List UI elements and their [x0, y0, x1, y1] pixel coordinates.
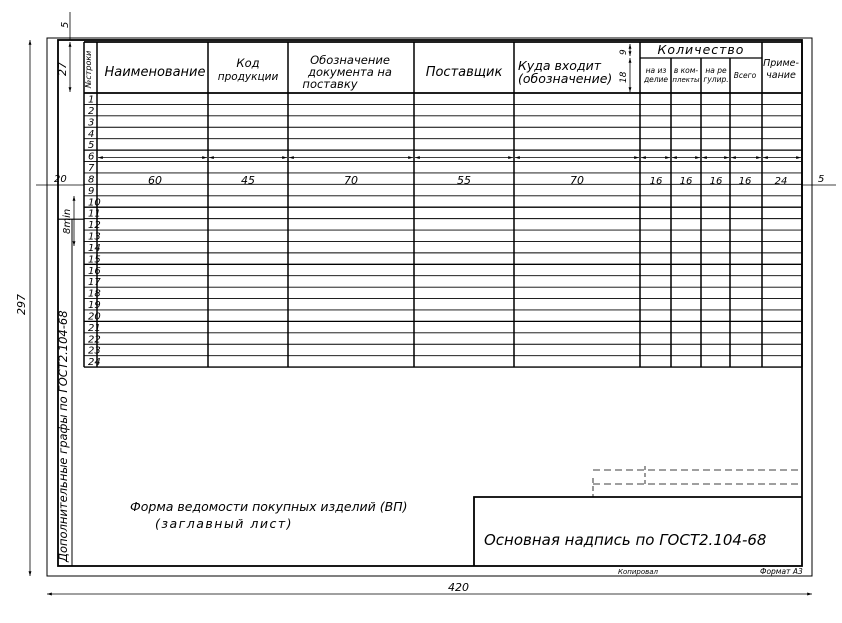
header-note-line1: Приме- [763, 58, 799, 69]
row-number: 16 [88, 265, 101, 277]
header-name: Наименование [104, 65, 206, 80]
header-note-line2: чание [766, 70, 796, 81]
drawing-frame [58, 40, 802, 566]
header-q3-line1: на ре [705, 66, 727, 75]
dim-col-doc: 70 [344, 174, 358, 187]
header-q4: Всего [733, 71, 757, 80]
header-height-dimension: 27 [56, 62, 69, 76]
title-block-label: Основная надпись по ГОСТ2.104-68 [484, 531, 767, 549]
header-code-line1: Код [236, 56, 260, 70]
header-document-line1: Обозначение [310, 53, 390, 67]
header-document-line2: документа на [308, 65, 392, 79]
row-pitch-dimension: 8min [62, 208, 73, 234]
header-q1-line1: на из [645, 66, 667, 75]
row-number: 14 [88, 242, 101, 254]
row-number: 3 [88, 117, 95, 129]
row-number: 19 [88, 300, 101, 312]
row-number: 12 [88, 220, 101, 232]
row-number: 7 [88, 163, 95, 175]
header-quantity: Количество [657, 42, 745, 57]
table-header [84, 42, 799, 91]
sub-header-9: 9 [619, 49, 629, 55]
dim-col-note: 24 [774, 176, 788, 187]
row-number: 18 [88, 288, 101, 300]
dashed-extension [593, 466, 802, 497]
row-number: 8 [88, 174, 95, 186]
top-margin-dimension: 5 [60, 21, 71, 28]
header-q3-line2: гулир. [703, 75, 729, 84]
header-supplier: Поставщик [425, 65, 503, 80]
row-number: 21 [88, 322, 101, 334]
row-number: 15 [88, 254, 101, 266]
dim-col-q1: 16 [649, 176, 663, 187]
dim-col-q3: 16 [709, 176, 723, 187]
dim-col-destination: 70 [570, 174, 584, 187]
title-area [130, 499, 407, 531]
dim-col-q4: 16 [738, 176, 752, 187]
dim-col-code: 45 [241, 174, 255, 187]
sheet-width-dimension: 420 [448, 581, 469, 594]
left-offset-dimension: 20 [54, 174, 67, 185]
copied-by-label: Копировал [618, 568, 658, 576]
header-destination-line2: (обозначение) [518, 71, 613, 86]
row-number: 5 [88, 140, 95, 152]
header-document-line3: поставку [302, 77, 358, 91]
row-number: 20 [88, 311, 101, 323]
purchased-items-table [58, 42, 802, 566]
header-code-line2: продукции [217, 71, 279, 83]
row-number: 24 [88, 357, 101, 369]
form-title-line2: (заглавный лист) [155, 516, 294, 531]
dim-col-supplier: 55 [457, 174, 471, 187]
row-numbers [88, 95, 101, 369]
header-row-number: №строки [84, 50, 93, 88]
sheet-border [47, 38, 812, 576]
column-width-dimensions [148, 174, 787, 187]
row-number: 11 [88, 208, 101, 220]
row-number: 1 [88, 94, 95, 106]
dim-col-q2: 16 [679, 176, 693, 187]
row-number: 22 [88, 334, 101, 346]
side-additional-columns-label: Дополнительные графы по ГОСТ2.104-68 [56, 310, 70, 562]
header-q1-line2: делие [643, 75, 669, 84]
title-block [474, 497, 802, 566]
header-destination-line1: Куда входит [518, 58, 602, 73]
sheet-height-dimension: 297 [15, 294, 28, 315]
row-number: 13 [88, 231, 101, 243]
row-number: 10 [88, 197, 101, 209]
row-number: 2 [88, 105, 95, 117]
row-number: 6 [88, 151, 95, 163]
right-offset-dimension: 5 [818, 174, 825, 185]
row-number: 9 [88, 185, 95, 197]
header-q2-line1: в ком- [673, 66, 699, 75]
form-title-line1: Форма ведомости покупных изделий (ВП) [130, 499, 408, 514]
row-number: 17 [88, 277, 101, 289]
header-q2-line2: плекты [672, 76, 700, 84]
sub-header-18: 18 [619, 71, 629, 83]
row-number: 23 [88, 345, 101, 357]
dim-col-name: 60 [148, 174, 162, 187]
format-label: Формат А3 [760, 567, 803, 576]
row-number: 4 [88, 128, 95, 140]
